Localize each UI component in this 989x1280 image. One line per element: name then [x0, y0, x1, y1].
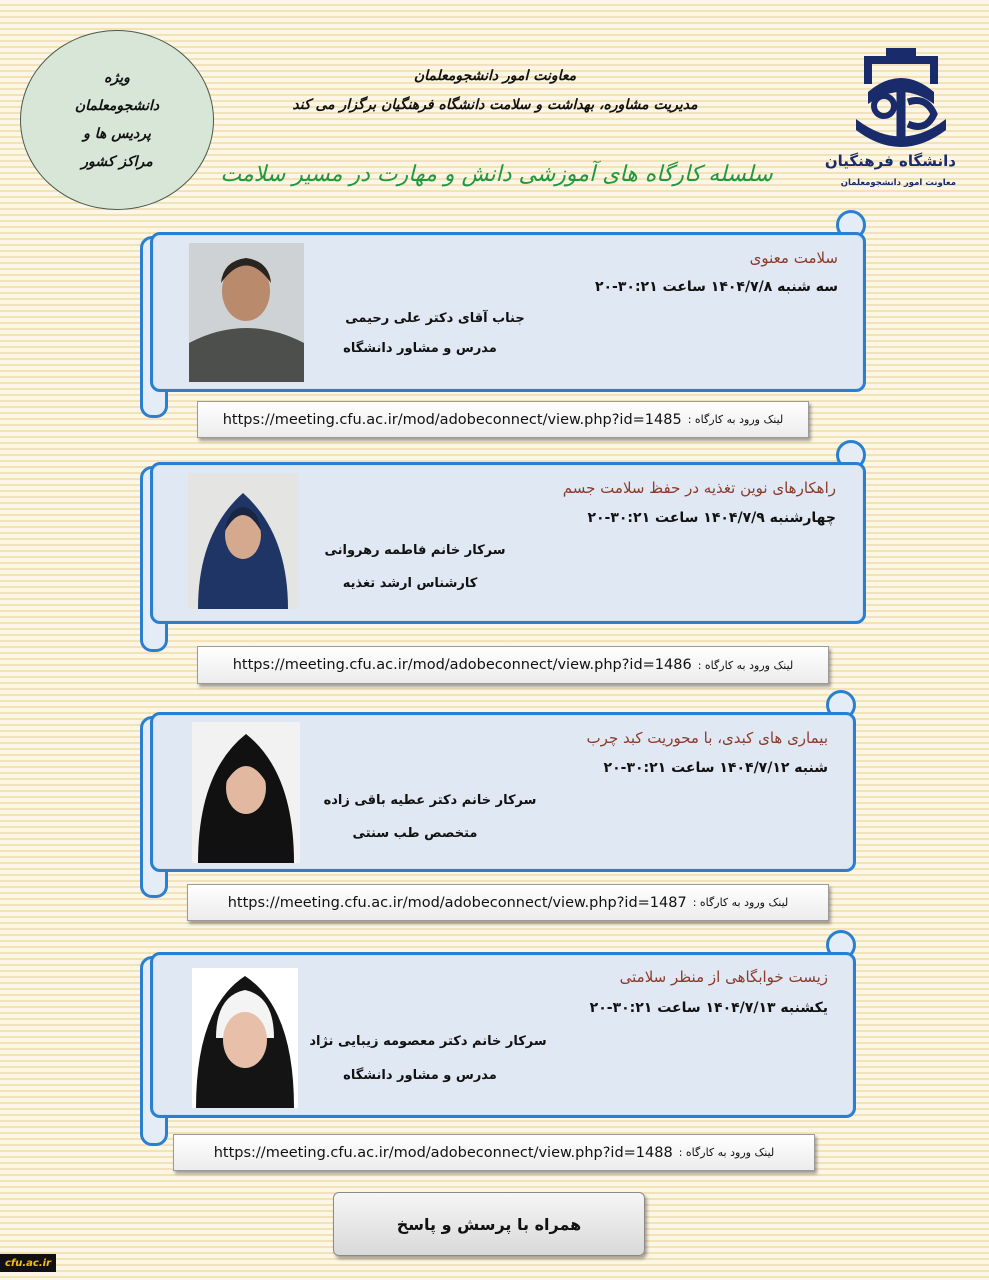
workshop-date: سه شنبه ۱۴۰۴/۷/۸ ساعت ۳۰:۲۱-۲۰: [594, 279, 838, 295]
audience-line: دانشجومعلمان: [74, 98, 160, 114]
audience-circle: [20, 30, 214, 210]
speaker-name: سرکار خانم فاطمه رهروانی: [324, 543, 506, 558]
speaker-name: سرکار خانم دکتر عطیه باقی زاده: [323, 793, 537, 808]
workshop-title: سلامت معنوی: [749, 249, 838, 267]
qa-button[interactable]: همراه با پرسش و پاسخ: [333, 1192, 645, 1256]
workshop-title: راهکارهای نوین تغذیه در حفظ سلامت جسم: [562, 479, 836, 497]
speaker-name: جناب آقای دکتر علی رحیمی: [345, 311, 525, 326]
link-label: لینک ورود به کارگاه :: [687, 413, 784, 426]
site-watermark: cfu.ac.ir: [0, 1254, 56, 1272]
link-url[interactable]: https://meeting.cfu.ac.ir/mod/adobeconnect/view.php?id=1485: [222, 411, 682, 428]
university-logo: [824, 44, 956, 194]
link-url[interactable]: https://meeting.cfu.ac.ir/mod/adobeconnect/view.php?id=1487: [227, 894, 687, 911]
workshop-date: شنبه ۱۴۰۴/۷/۱۲ ساعت ۳۰:۲۱-۲۰: [603, 760, 828, 776]
speaker-photo: [188, 473, 298, 609]
header-organizer: معاونت امور دانشجومعلمان: [413, 68, 577, 84]
university-emblem-icon: [846, 44, 956, 159]
workshop-link[interactable]: [197, 646, 829, 684]
audience-line: پردیس ها و: [83, 126, 151, 142]
audience-line: مراکز کشور: [81, 154, 153, 170]
speaker-name: سرکار خانم دکتر معصومه زیبایی نژاد: [309, 1034, 547, 1049]
series-title: سلسله کارگاه های آموزشی دانش و مهارت در مسیر سلامت: [220, 162, 773, 187]
logo-subtitle: معاونت امور دانشجومعلمان: [840, 178, 956, 188]
workshop-link[interactable]: [197, 401, 809, 438]
workshop-link[interactable]: [187, 884, 829, 921]
link-label: لینک ورود به کارگاه :: [697, 658, 794, 672]
audience-line: ویژه: [104, 70, 130, 86]
link-label: لینک ورود به کارگاه :: [678, 1146, 775, 1159]
speaker-role: مدرس و مشاور دانشگاه: [343, 1068, 497, 1083]
speaker-role: کارشناس ارشد تغذیه: [342, 576, 478, 591]
speaker-photo: [189, 243, 304, 382]
workshop-link[interactable]: [173, 1134, 815, 1171]
speaker-role: مدرس و مشاور دانشگاه: [343, 341, 497, 356]
link-url[interactable]: https://meeting.cfu.ac.ir/mod/adobeconnect/view.php?id=1488: [213, 1144, 673, 1161]
link-label: لینک ورود به کارگاه :: [692, 896, 789, 909]
workshop-title: زیست خوابگاهی از منظر سلامتی: [619, 968, 828, 986]
speaker-role: متخصص طب سنتی: [352, 826, 478, 841]
logo-name: دانشگاه فرهنگیان: [824, 152, 956, 170]
speaker-photo: [192, 722, 300, 863]
workshop-date: چهارشنبه ۱۴۰۴/۷/۹ ساعت ۳۰:۲۱-۲۰: [587, 510, 836, 526]
header-host: مدیریت مشاوره، بهداشت و سلامت دانشگاه فرهنگیان برگزار می کند: [292, 97, 698, 113]
workshop-title: بیماری های کبدی، با محوریت کبد چرب: [586, 729, 828, 747]
workshop-date: یکشنبه ۱۴۰۴/۷/۱۳ ساعت ۳۰:۲۱-۲۰: [589, 1000, 828, 1016]
link-url[interactable]: https://meeting.cfu.ac.ir/mod/adobeconnect/view.php?id=1486: [232, 657, 692, 673]
speaker-photo: [192, 968, 298, 1108]
